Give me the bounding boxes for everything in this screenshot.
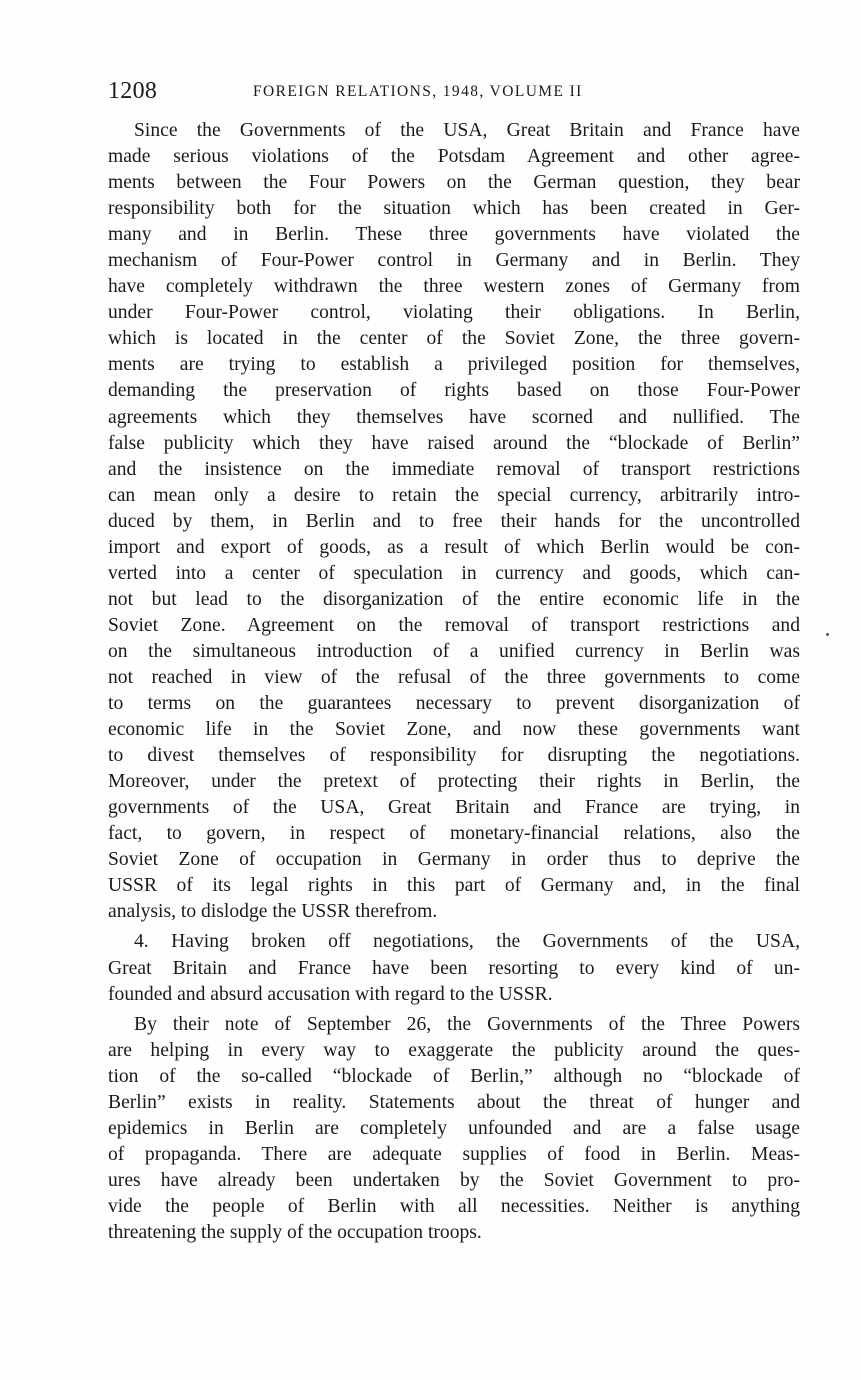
- text-line: Since the Governments of the USA, Great Britain and France have: [134, 120, 800, 141]
- paragraph-soviet-position: [108, 118, 800, 925]
- text-line: Great Britain and France have been resorting to every kind of un-: [108, 957, 800, 979]
- text-line: Moreover, under the pretext of protecting their rights in Berlin, the: [108, 771, 800, 793]
- text-line: USSR of its legal rights in this part of Germany and, in the final: [108, 875, 800, 897]
- text-line: 4. Having broken off negotiations, the Governments of the USA,: [134, 931, 800, 953]
- text-line: duced by them, in Berlin and to free their hands for the uncontrolled: [108, 510, 800, 532]
- page-number: 1208: [108, 78, 158, 104]
- text-line: founded and absurd accusation with regard to the USSR.: [108, 983, 553, 1005]
- text-line: of propaganda. There are adequate supplies of food in Berlin. Meas-: [108, 1143, 800, 1165]
- text-line: ments are trying to establish a privileged position for themselves,: [108, 354, 800, 376]
- text-line: to terms on the guarantees necessary to prevent disorganization of: [108, 693, 800, 715]
- paragraph-note-september-26: [108, 1012, 800, 1246]
- text-line: economic life in the Soviet Zone, and now these governments want: [108, 719, 800, 741]
- text-line: ments between the Four Powers on the German question, they bear: [108, 172, 800, 194]
- text-line: analysis, to dislodge the USSR therefrom.: [108, 901, 438, 923]
- text-line: Soviet Zone. Agreement on the removal of transport restrictions and: [108, 614, 800, 636]
- text-line: under Four-Power control, violating their obligations. In Berlin,: [108, 302, 800, 324]
- text-line: Soviet Zone of occupation in Germany in order thus to deprive the: [108, 849, 800, 871]
- text-line: not reached in view of the refusal of the three governments to come: [108, 666, 800, 688]
- text-line: on the simultaneous introduction of a unified currency in Berlin was: [108, 640, 800, 662]
- paragraph-point-4: [108, 929, 800, 1007]
- text-line: verted into a center of speculation in currency and goods, which can-: [108, 562, 800, 584]
- running-title: FOREIGN RELATIONS, 1948, VOLUME II: [253, 83, 583, 100]
- text-line: vide the people of Berlin with all necessities. Neither is anything: [108, 1195, 800, 1217]
- print-speck: [826, 633, 829, 636]
- text-line: to divest themselves of responsibility for disrupting the negotiations.: [108, 745, 800, 767]
- text-line: not but lead to the disorganization of the entire economic life in the: [108, 588, 800, 610]
- text-line: can mean only a desire to retain the special currency, arbitrarily intro-: [108, 484, 800, 506]
- text-line: and the insistence on the immediate removal of transport restrictions: [108, 458, 800, 480]
- text-line: By their note of September 26, the Governments of the Three Powers: [134, 1013, 800, 1035]
- text-line: ures have already been undertaken by the Soviet Government to pro-: [108, 1169, 800, 1191]
- text-line: demanding the preservation of rights based on those Four-Power: [108, 380, 800, 402]
- text-line: mechanism of Four-Power control in Germany and in Berlin. They: [108, 250, 800, 272]
- body-text: [108, 118, 800, 1246]
- text-line: responsibility both for the situation which has been created in Ger-: [108, 198, 800, 220]
- text-line: Berlin” exists in reality. Statements about the threat of hunger and: [108, 1091, 800, 1113]
- text-line: governments of the USA, Great Britain and France are trying, in: [108, 797, 800, 819]
- text-line: tion of the so-called “blockade of Berlin,” although no “blockade of: [108, 1065, 800, 1087]
- text-line: epidemics in Berlin are completely unfounded and are a false usage: [108, 1117, 800, 1139]
- text-line: agreements which they themselves have scorned and nullified. The: [108, 406, 800, 428]
- text-line: fact, to govern, in respect of monetary-financial relations, also the: [108, 823, 800, 845]
- page-header: [108, 76, 800, 106]
- text-line: import and export of goods, as a result of which Berlin would be con-: [108, 536, 800, 558]
- text-line: have completely withdrawn the three western zones of Germany from: [108, 276, 800, 298]
- text-line: many and in Berlin. These three governments have violated the: [108, 224, 800, 246]
- text-line: are helping in every way to exaggerate the publicity around the ques-: [108, 1039, 800, 1061]
- text-line: made serious violations of the Potsdam Agreement and other agree-: [108, 146, 800, 168]
- text-line: threatening the supply of the occupation troops.: [108, 1221, 482, 1243]
- text-line: which is located in the center of the Soviet Zone, the three govern-: [108, 328, 800, 350]
- text-line: false publicity which they have raised around the “blockade of Berlin”: [108, 432, 800, 454]
